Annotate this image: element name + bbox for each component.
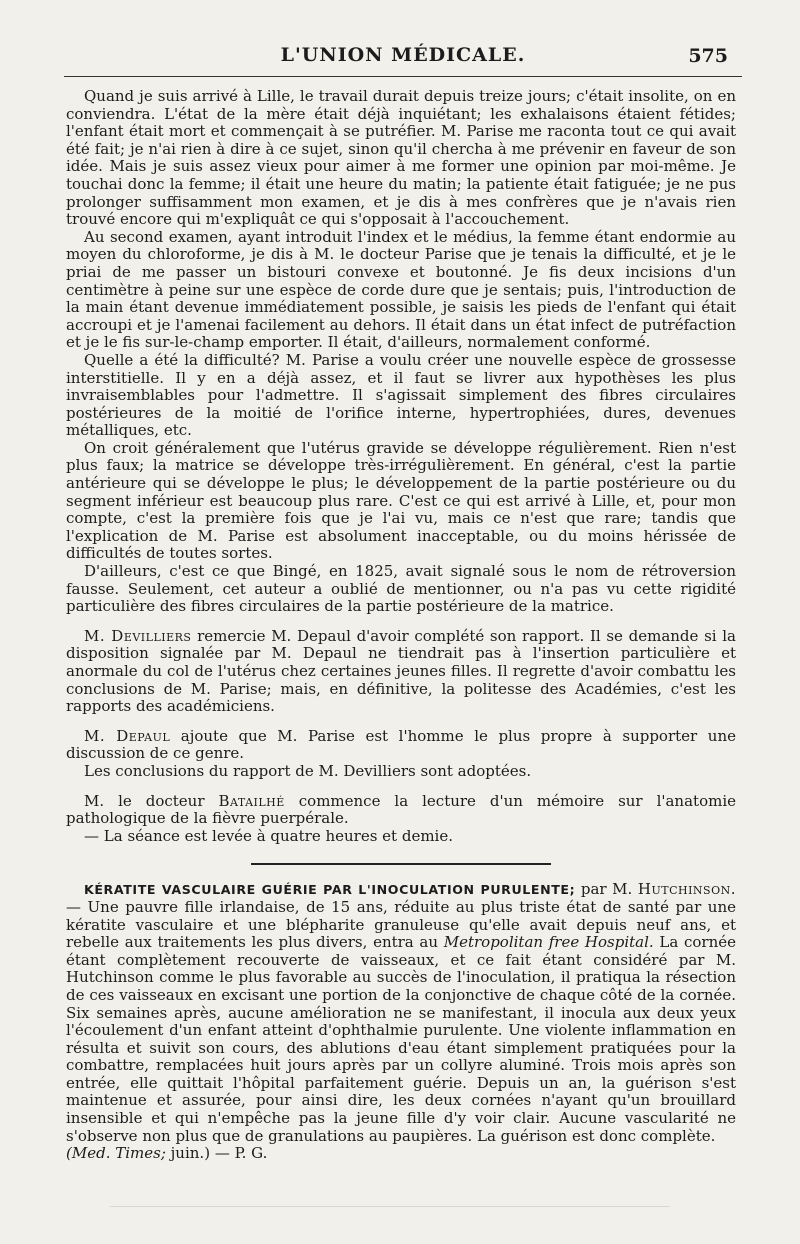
author-name: Hutchinson. [637,880,736,899]
article-body [66,88,736,1163]
bleed-through-mark [110,1206,670,1217]
paragraph-depaul [66,728,736,763]
section-separator [251,863,551,865]
paragraph-text: — Une pauvre fille irlandaise, de 15 ans, réduite au plus triste état de santé par une kératite vasculaire et une blépharite granuleuse qu'elle avait depuis neuf ans, et rebelle aux traitements les plus divers, entra au [66,897,736,952]
source-citation: (Med. Times; [66,1144,166,1163]
paragraph-text: par M. [575,880,638,899]
hospital-name: Metropolitan free Hospital. [443,933,654,952]
paragraph: Quand je suis arrivé à Lille, le travail durait depuis treize jours; c'était insolite, on en conviendra. L'état de la mère était déjà inquiétant; les exhalaisons étaient fétides; l'enfant était mort et commençait à se putréfier. M. Parise me raconta tout ce qui avait été fait; je n'ai rien à dire à ce sujet, sinon qu'il chercha à me prévenir en faveur de son idée. Mais je suis assez vieux pour aimer à me former une opinion par moi-même. Je touchai donc la femme; il était une heure du matin; la patiente était fatiguée; je ne pus prolonger suffisamment mon examen, et je dis à mes confrères que je n'avais rien trouvé encore qui m'expliquât ce qui s'opposait à l'accouchement. [66,87,736,229]
page-footer [0,1196,800,1236]
paragraph: — La séance est levée à quatre heures et demie. [84,826,453,845]
paragraph-text: ajoute que M. Parise est l'homme le plus propre à supporter une discussion de ce genre. [66,726,736,763]
paragraph-keratite [66,881,736,1163]
speaker-name: Batailhé [218,791,285,810]
paragraph: D'ailleurs, c'est ce que Bingé, en 1825, avait signalé sous le nom de rétroversion fausse. Seulement, cet auteur a oublié de mentionner, ou n'a pas vu cette rigidité particulière des fibres circulaires de la partie postérieure de la matrice. [66,562,736,616]
paragraph-devilliers [66,628,736,716]
journal-title: L'UNION MÉDICALE. [280,44,526,66]
paragraph: Au second examen, ayant introduit l'index et le médius, la femme étant endormie au moyen du chloroforme, je dis à M. le docteur Parise que je tenais la difficulté, et je le priai de me passer un bistouri convexe et boutonné. Je fis deux incisions d'un centimètre à peine sur une espèce de corde dure que je sentais; puis, l'introduction de la main étant devenue immédiatement possible, je saisis les pieds de l'enfant qui était accroupi et je l'amenai facilement au dehors. Il était dans un état infect de putréfaction et je le fis sur-le-champ emporter. Il était, d'ailleurs, normalement conformé. [66,227,736,352]
paragraph: Quelle a été la difficulté? M. Parise a voulu créer une nouvelle espèce de grossesse interstitielle. Il y en a déjà assez, et il faut se livrer aux hypothèses les plus invraisemblables pour l'admettre. Il s'agissait simplement des fibres circulaires postérieures de la moitié de l'orifice interne, hypertrophiées, dures, devenues métalliques, etc. [66,350,736,440]
running-header [64,44,742,74]
paragraph-text: M. le docteur [84,791,219,810]
source-citation-end: juin.) — P. G. [165,1144,268,1163]
paragraph: On croit généralement que l'utérus gravide se développe régulièrement. Rien n'est plus faux; la matrice se développe très-irrégulièrement. En général, c'est la partie antérieure qui se développe le plus; le développement de la partie postérieure ou du segment inférieur est beaucoup plus rare. C'est ce qui est arrivé à Lille, et, pour mon compte, c'est la première fois que je l'ai vu, mais ce n'est que rare; tandis que l'explication de M. Parise est absolument inacceptable, ou du moins hérissée de difficultés de toutes sortes. [66,438,736,563]
header-rule [64,76,742,77]
paragraph-text: remercie M. Depaul d'avoir complété son rapport. Il se demande si la disposition signalée par M. Depaul ne tiendrait pas à l'insertion particulière et anormale du col de l'utérus chez certaines jeunes filles. Il regrette d'avoir combattu les conclusions de M. Parise; mais, en définitive, la politesse des Académies, c'est les rapports des académiciens. [66,626,736,716]
speaker-name: M. Devilliers [84,626,192,645]
section-heading: KÉRATITE VASCULAIRE GUÉRIE PAR L'INOCULATION PURULENTE; [84,882,576,898]
paragraph-text: La cornée étant complètement recouverte de vaisseaux, et ce fait étant considéré par M. Hutchinson comme le plus favorable au succès de l'inoculation, il pratiqua la résection de ces vaisseaux en excisant une portion de la conjonctive de chaque côté de la cornée. Six semaines après, aucune amélioration ne se manifestant, il inocula aux deux yeux l'écoulement d'un enfant atteint d'ophthalmie purulente. Une violente inflammation en résulta et suivit son cours, des ablutions d'eau étant simplement pratiquées pour la combattre, remplacées huit jours après par un collyre aluminé. Trois mois après son entrée, elle quittait l'hôpital parfaitement guérie. Depuis un an, la guérison s'est maintenue et assurée, pour ainsi dire, les deux cornées n'ayant qu'un brouillard insensible et qui n'empêche pas la jeune fille d'y voir clair. Aucune vascularité ne s'observe non plus que de granulations au paupières. La guérison est donc complète. [66,933,736,1145]
paragraph: Les conclusions du rapport de M. Devilliers sont adoptées. [84,761,532,780]
paragraph-batailhe [66,793,736,828]
paragraph-text: commence la lecture d'un mémoire sur l'anatomie pathologique de la fièvre puerpérale. [66,791,736,828]
page-number: 575 [688,45,728,67]
speaker-name: M. Depaul [84,726,171,745]
